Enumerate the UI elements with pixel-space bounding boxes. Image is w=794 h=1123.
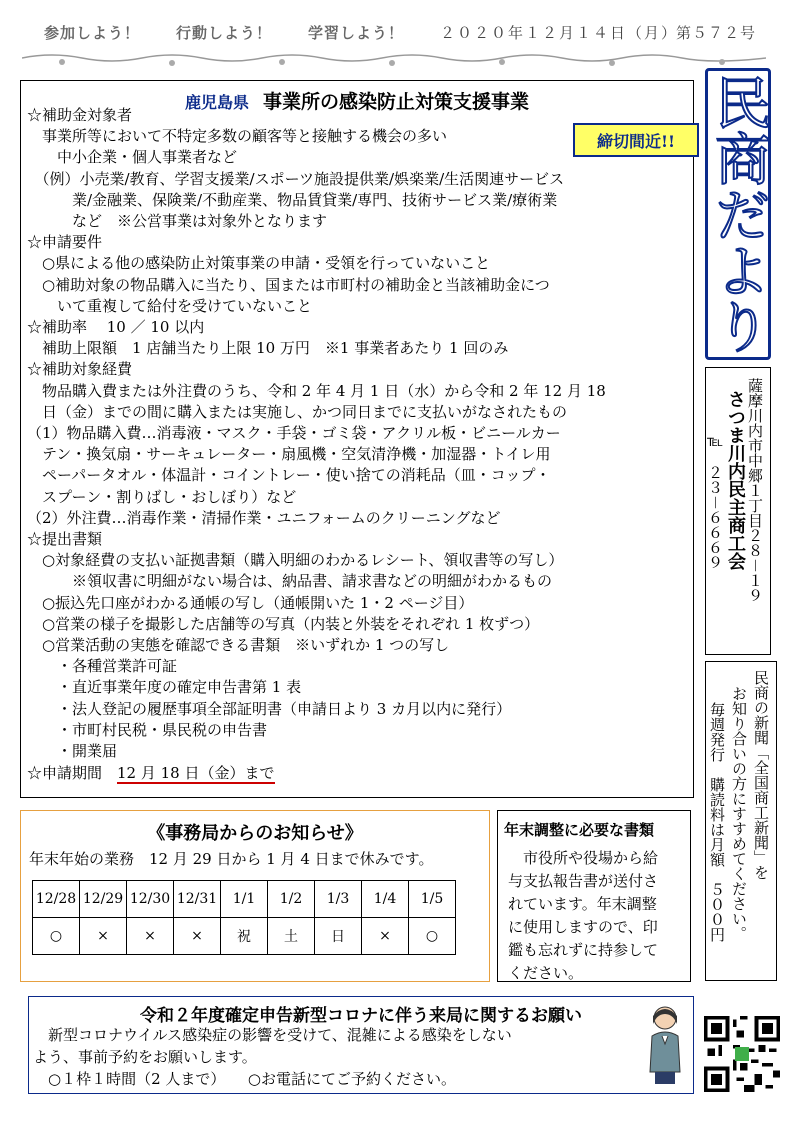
- article-line: 日（金）までの間に購入または実施し、かつ同日までに支払いがなされたもの: [27, 402, 568, 421]
- year-end-line: 与支払報告書が送付さ: [508, 872, 659, 890]
- article-line: いて重複して給付を受けていないこと: [27, 296, 313, 315]
- schedule-status-row: [33, 918, 456, 955]
- year-end-documents-box: [497, 810, 691, 982]
- article-line: （例）小売業/教育、学習支援業/スポーツ施設提供業/娯楽業/生活関連サービス: [27, 169, 565, 188]
- article-line: （2）外注費…消毒作業・清掃作業・ユニフォームのクリーニングなど: [27, 508, 501, 527]
- article-line: ○営業の様子を撮影した店舗等の写真（内装と外装をそれぞれ 1 枚ずつ）: [27, 614, 540, 633]
- office-notice-title: 《事務局からのお知らせ》: [147, 823, 363, 844]
- article-line: ☆補助対象経費: [27, 360, 133, 379]
- issue-date: ２０２０年１２月１４日（月）: [440, 24, 679, 42]
- article-line: テン・換気扇・サーキュレーター・扇風機・空気清浄機・加湿器・トイレ用: [27, 445, 551, 464]
- schedule-status-cell: 祝: [221, 918, 268, 955]
- schedule-date-cell: 1/5: [409, 881, 456, 918]
- schedule-date-cell: 12/29: [80, 881, 127, 918]
- prefecture-label: 鹿児島県: [184, 93, 249, 112]
- year-end-line: に使用しますので、印: [508, 918, 658, 936]
- issue-number: 第５７２号: [676, 24, 757, 42]
- page-header: [44, 18, 764, 48]
- holiday-schedule-table: [32, 880, 456, 955]
- newspaper-ad-box: [705, 661, 777, 981]
- schedule-date-cell: 12/31: [174, 881, 221, 918]
- newspaper-ad-line1: 民商の新聞「全国商工新聞」を: [752, 670, 770, 880]
- deadline-badge: 締切間近!!: [573, 123, 699, 157]
- application-period: [27, 763, 275, 783]
- year-end-line: 鑑も忘れずに持参して: [508, 941, 659, 959]
- schedule-status-cell: 土: [268, 918, 315, 955]
- article-line: ○対象経費の支払い証拠書類（購入明細のわかるレシート、領収書等の写し）: [27, 551, 564, 570]
- tax-filing-line3: ○１枠１時間（2 人まで） ○お電話にてご予約ください。: [33, 1070, 456, 1088]
- tax-filing-request-title: 令和２年度確定申告新型コロナに伴う来局に関するお願い: [140, 1006, 582, 1026]
- article-line: スプーン・割りばし・おしぼり）など: [27, 487, 297, 506]
- slogan-participate: 参加しよう！: [44, 24, 141, 42]
- address-street: 薩摩川内市中郷１丁目２８－１９: [746, 378, 764, 604]
- receptionist-illustration: [640, 1002, 690, 1088]
- schedule-status-cell: ×: [80, 918, 127, 955]
- telephone-number: ℡ ２３－６６６９: [706, 432, 724, 571]
- article-line: ・開業届: [27, 742, 118, 760]
- article-line: ○県による他の感染防止対策事業の申請・受領を行っていないこと: [27, 254, 491, 273]
- schedule-status-cell: ×: [127, 918, 174, 955]
- slogan-learn: 学習しよう！: [308, 24, 405, 42]
- slogan-act: 行動しよう！: [176, 24, 273, 42]
- article-line: 物品購入費または外注費のうち、令和 2 年 4 月 1 日（水）から令和 2 年 12 月 18: [27, 381, 606, 400]
- period-label: ☆申請期間: [27, 764, 118, 782]
- organization-name: さつま川内民主商工会: [725, 390, 746, 570]
- schedule-date-cell: 1/3: [315, 881, 362, 918]
- schedule-status-cell: ○: [33, 918, 80, 955]
- article-line: ・法人登記の履歴事項全部証明書（申請日より 3 カ月以内に発行）: [27, 699, 512, 718]
- article-line: ・直近事業年度の確定申告書第 1 表: [27, 678, 302, 697]
- article-line: ※領収書に明細がない場合は、納品書、請求書などの明細がわかるもの: [27, 572, 553, 591]
- article-line: ☆補助金対象者: [27, 106, 133, 124]
- schedule-status-cell: ×: [174, 918, 221, 955]
- schedule-date-cell: 12/28: [33, 881, 80, 918]
- article-line: 補助上限額 1 店舗当たり上限 10 万円 ※1 事業者あたり 1 回のみ: [27, 339, 509, 358]
- schedule-status-cell: ×: [362, 918, 409, 955]
- period-value: 12 月 18 日（金）まで: [117, 764, 275, 782]
- article-line: （1）物品購入費…消毒液・マスク・手袋・ゴミ袋・アクリル板・ビニールカー: [27, 424, 561, 442]
- year-end-body: [508, 847, 684, 985]
- article-title-text: 事業所の感染防止対策支援事業: [263, 91, 530, 113]
- article-line: ペーパータオル・体温計・コイントレー・使い捨ての消耗品（皿・コップ・: [27, 466, 551, 485]
- address-box: [705, 367, 771, 655]
- newspaper-ad-line3: 毎週発行 購読料は月額 ５００円: [708, 702, 726, 942]
- qr-code-icon[interactable]: [704, 1016, 780, 1092]
- article-line: ☆申請要件: [27, 233, 103, 252]
- year-end-line: 市役所や役場から給: [508, 849, 659, 867]
- decorative-vine-divider: [22, 50, 766, 70]
- article-line: ○補助対象の物品購入に当たり、国または市町村の補助金と当該補助金につ: [27, 275, 550, 294]
- article-line: ・各種営業許可証: [27, 657, 178, 676]
- schedule-dates-row: [33, 881, 456, 918]
- schedule-status-cell: 日: [315, 918, 362, 955]
- tax-filing-request-box: [28, 996, 694, 1094]
- article-line: ・市町村民税・県民税の申告書: [27, 720, 268, 739]
- article-line: 事業所等において不特定多数の顧客等と接触する機会の多い: [27, 127, 448, 146]
- schedule-date-cell: 1/1: [221, 881, 268, 918]
- article-line: ☆補助率 10 ／ 10 以内: [27, 318, 205, 336]
- article-line: ○営業活動の実態を確認できる書類 ※いずれか 1 つの写し: [27, 636, 450, 654]
- newspaper-ad-line2: お知り合いの方にすすめてください。: [730, 686, 748, 941]
- year-end-line: れています。年末調整: [508, 895, 657, 913]
- year-end-title: 年末調整に必要な書類: [504, 821, 655, 839]
- schedule-date-cell: 1/2: [268, 881, 315, 918]
- article-line: 業/金融業、保険業/不動産業、物品賃貸業/専門、技術サービス業/療術業: [27, 190, 558, 209]
- tax-filing-line1: 新型コロナウイルス感染症の影響を受けて、混雑による感染をしない: [33, 1026, 512, 1044]
- masthead: [705, 68, 771, 360]
- tax-filing-line2: よう、事前予約をお願いします。: [33, 1048, 257, 1066]
- support-program-article: [20, 80, 694, 798]
- schedule-status-cell: ○: [409, 918, 456, 955]
- schedule-date-cell: 1/4: [362, 881, 409, 918]
- year-end-line: ください。: [508, 964, 584, 982]
- masthead-title: 民商だより: [706, 74, 771, 354]
- article-line: 中小企業・個人事業者など: [27, 148, 238, 167]
- article-line: ○振込先口座がわかる通帳の写し（通帳開いた 1・2 ページ目）: [27, 593, 474, 612]
- schedule-date-cell: 12/30: [127, 881, 174, 918]
- article-line: など ※公営事業は対象外となります: [27, 212, 328, 230]
- office-notice-text: 年末年始の業務 12 月 29 日から 1 月 4 日まで休みです。: [29, 850, 434, 868]
- article-line: ☆提出書類: [27, 530, 103, 548]
